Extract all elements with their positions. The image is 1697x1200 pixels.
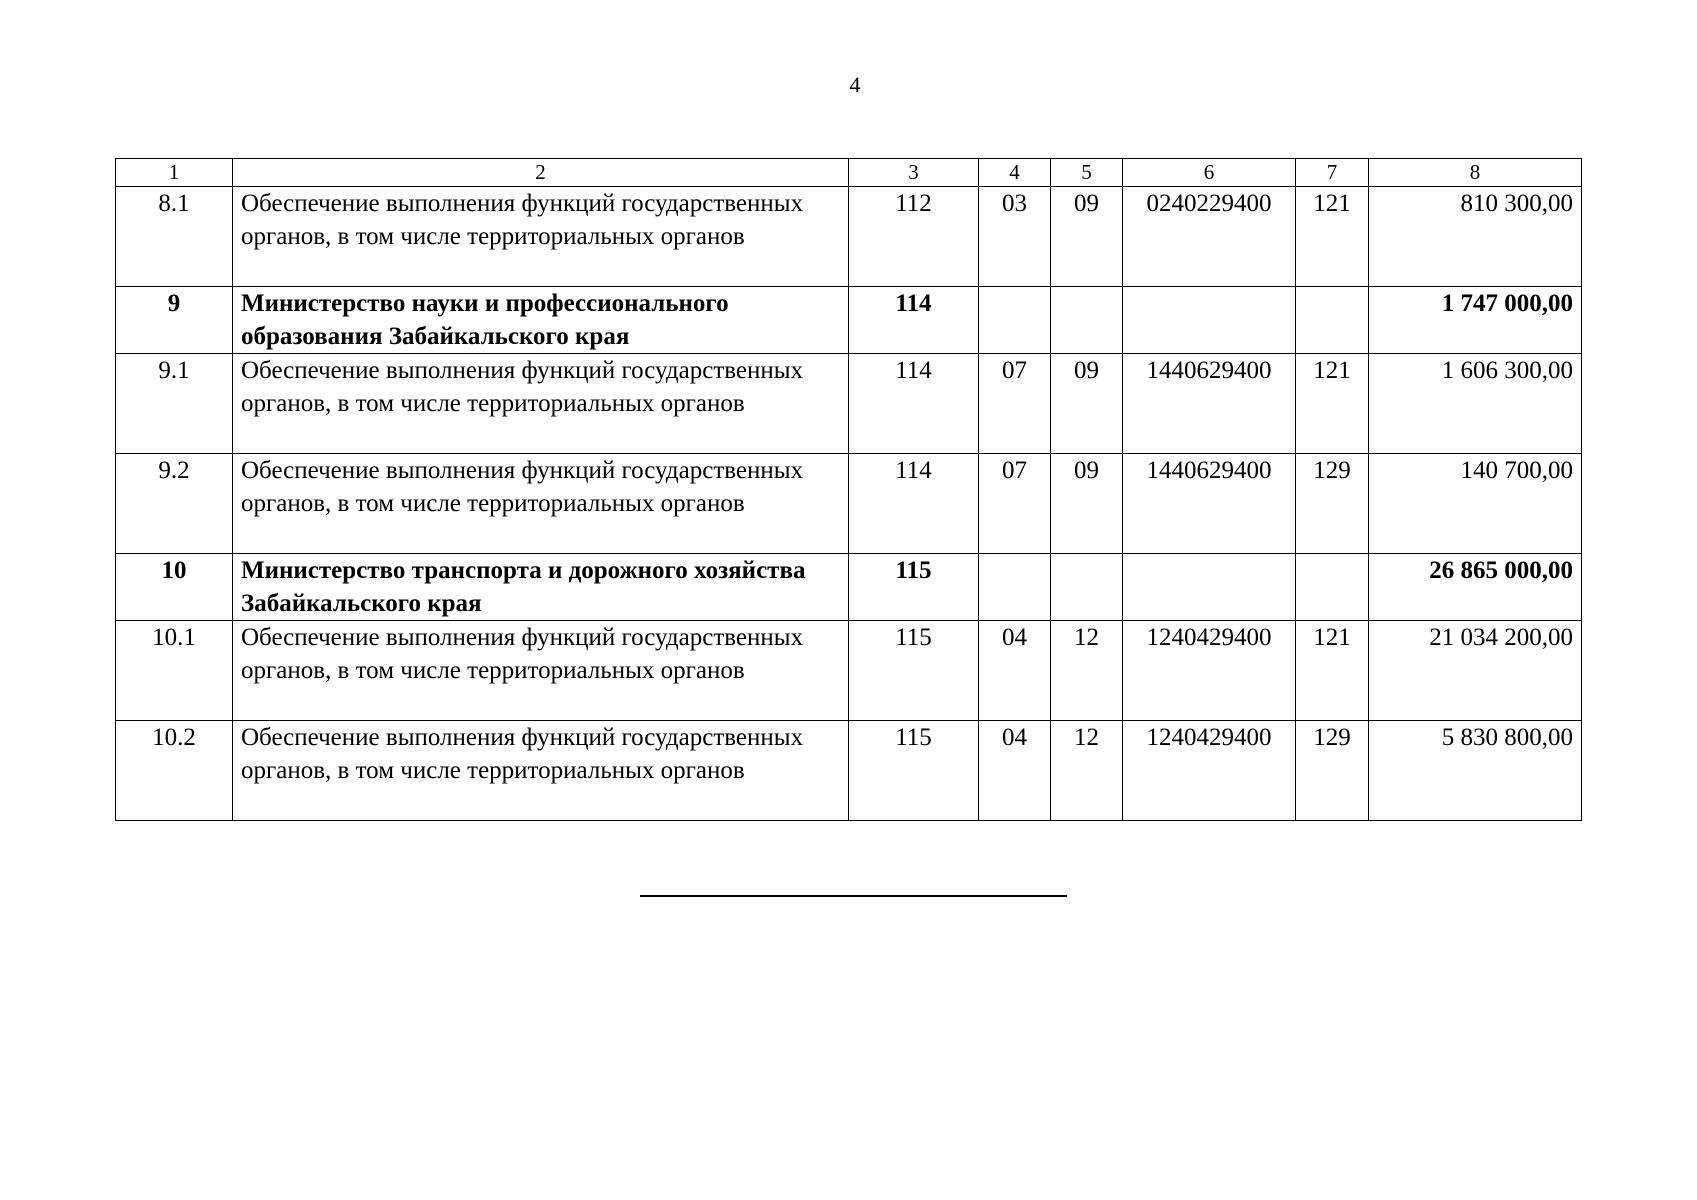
row-col6: 0240229400 [1123, 187, 1296, 287]
table-header-row [116, 159, 1582, 187]
header-cell: 1 [116, 159, 233, 187]
row-number: 9.2 [116, 454, 233, 554]
row-sum: 810 300,00 [1369, 187, 1582, 287]
header-cell: 4 [979, 159, 1051, 187]
row-col5: 09 [1051, 354, 1123, 454]
row-name: Обеспечение выполнения функций государственных органов, в том числе территориальных органов [233, 187, 849, 287]
table-row [116, 354, 1582, 454]
row-sum: 5 830 800,00 [1369, 721, 1582, 821]
row-col6 [1123, 554, 1296, 621]
header-cell: 6 [1123, 159, 1296, 187]
row-col4: 04 [979, 621, 1051, 721]
row-number: 9 [116, 287, 233, 354]
table-row [116, 621, 1582, 721]
row-number: 10.1 [116, 621, 233, 721]
table-row [116, 287, 1582, 354]
row-col3: 115 [849, 721, 979, 821]
table-row [116, 454, 1582, 554]
row-col6: 1240429400 [1123, 721, 1296, 821]
row-number: 9.1 [116, 354, 233, 454]
row-number: 8.1 [116, 187, 233, 287]
row-col4 [979, 287, 1051, 354]
closing-rule [640, 895, 1067, 897]
row-col3: 112 [849, 187, 979, 287]
header-cell: 2 [233, 159, 849, 187]
row-col5 [1051, 287, 1123, 354]
row-col7: 121 [1296, 187, 1369, 287]
row-col4: 07 [979, 354, 1051, 454]
row-col4 [979, 554, 1051, 621]
row-sum: 140 700,00 [1369, 454, 1582, 554]
row-col7: 129 [1296, 454, 1369, 554]
row-col5: 09 [1051, 454, 1123, 554]
row-name: Обеспечение выполнения функций государственных органов, в том числе территориальных органов [233, 354, 849, 454]
page-number: 4 [849, 72, 861, 97]
row-col3: 115 [849, 554, 979, 621]
header-cell: 5 [1051, 159, 1123, 187]
row-col5: 12 [1051, 621, 1123, 721]
row-col7: 129 [1296, 721, 1369, 821]
row-col5 [1051, 554, 1123, 621]
row-sum: 1 606 300,00 [1369, 354, 1582, 454]
row-name: Обеспечение выполнения функций государственных органов, в том числе территориальных органов [233, 721, 849, 821]
row-col6: 1440629400 [1123, 354, 1296, 454]
row-col5: 09 [1051, 187, 1123, 287]
table-row [116, 721, 1582, 821]
row-col6 [1123, 287, 1296, 354]
row-sum: 21 034 200,00 [1369, 621, 1582, 721]
row-sum: 26 865 000,00 [1369, 554, 1582, 621]
row-name: Министерство транспорта и дорожного хозяйства Забайкальского края [233, 554, 849, 621]
row-name: Обеспечение выполнения функций государственных органов, в том числе территориальных органов [233, 454, 849, 554]
row-col4: 07 [979, 454, 1051, 554]
row-col7 [1296, 287, 1369, 354]
row-number: 10 [116, 554, 233, 621]
row-col3: 114 [849, 454, 979, 554]
row-col4: 04 [979, 721, 1051, 821]
header-cell: 8 [1369, 159, 1582, 187]
row-col6: 1440629400 [1123, 454, 1296, 554]
header-cell: 3 [849, 159, 979, 187]
table-row [116, 187, 1582, 287]
table-row [116, 554, 1582, 621]
row-col6: 1240429400 [1123, 621, 1296, 721]
row-col7: 121 [1296, 621, 1369, 721]
row-col7 [1296, 554, 1369, 621]
row-number: 10.2 [116, 721, 233, 821]
row-name: Министерство науки и профессионального образования Забайкальского края [233, 287, 849, 354]
row-col3: 115 [849, 621, 979, 721]
budget-table [115, 158, 1582, 821]
row-col3: 114 [849, 287, 979, 354]
row-col3: 114 [849, 354, 979, 454]
row-col5: 12 [1051, 721, 1123, 821]
header-cell: 7 [1296, 159, 1369, 187]
row-col7: 121 [1296, 354, 1369, 454]
row-col4: 03 [979, 187, 1051, 287]
row-name: Обеспечение выполнения функций государственных органов, в том числе территориальных органов [233, 621, 849, 721]
row-sum: 1 747 000,00 [1369, 287, 1582, 354]
